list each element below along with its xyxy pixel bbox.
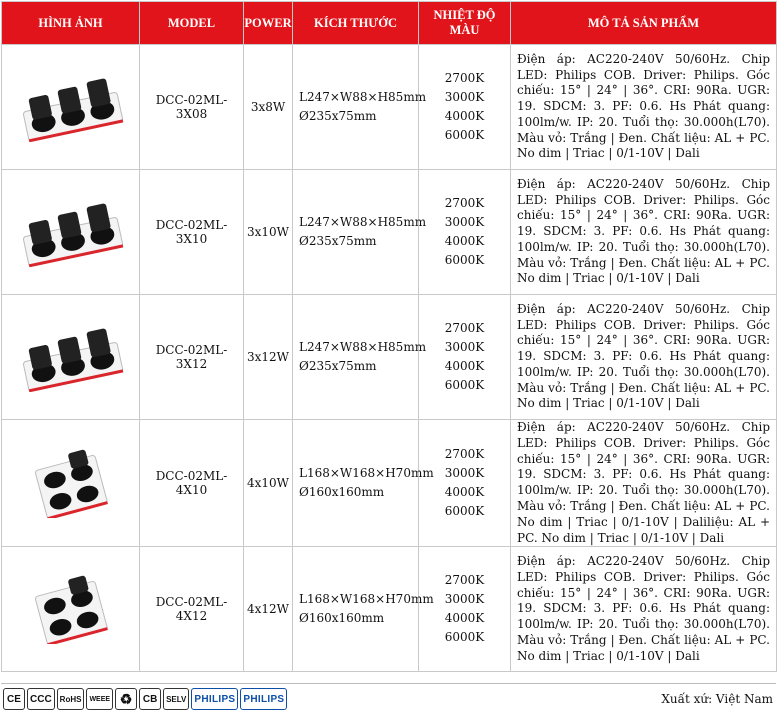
philips-logo: PHILIPS bbox=[240, 688, 287, 710]
size-cell bbox=[293, 45, 427, 170]
temp-value: 4000K bbox=[444, 109, 485, 123]
header-power: POWER bbox=[244, 2, 293, 45]
model-cell: DCC-02ML-4X12 bbox=[140, 547, 244, 672]
product-spec-table bbox=[1, 1, 777, 672]
ccc-mark-icon: CCC bbox=[27, 688, 55, 710]
quad-downlight-image bbox=[26, 448, 116, 518]
footer-divider bbox=[1, 683, 776, 684]
description-cell: Điện áp: AC220-240V 50/60Hz. Chip LED: Philips COB. Driver: Philips. Góc chiếu: 15° | 24° | 36°. CRI: 90Ra. UGR: 19. SDCM: 3. PF: 0.6. Hs Phát quang: 100lm/w. IP: 20. Tuổi thọ: 30.000h(L70). Màu vỏ: Trắng | Đen. Chất liệu: AL + PC. No dim | Triac | 0/1-10V | Dali bbox=[511, 295, 777, 420]
weee-bin-icon: WEEE bbox=[86, 688, 113, 710]
size-cell bbox=[293, 170, 427, 295]
certification-logos bbox=[3, 688, 287, 712]
table-row bbox=[2, 547, 777, 672]
size-cutout: Ø160x160mm bbox=[299, 485, 385, 500]
philips-logo: PHILIPS bbox=[191, 688, 238, 710]
temp-value: 2700K bbox=[444, 573, 485, 588]
table-row bbox=[2, 295, 777, 420]
power-cell: 3x8W bbox=[244, 45, 293, 170]
temp-value: 4000K bbox=[444, 611, 485, 626]
rohs-icon: RoHS bbox=[57, 688, 85, 710]
color-temp-cell bbox=[419, 547, 511, 672]
size-dimensions: L168×W168×H70mm bbox=[299, 466, 434, 481]
temp-value: 3000K bbox=[444, 90, 485, 104]
description-cell: Điện áp: AC220-240V 50/60Hz. Chip LED: Philips COB. Driver: Philips. Góc chiếu: 15° | 24° | 36°. CRI: 90Ra. UGR: 19. SDCM: 3. PF: 0.6. Hs Phát quang: 100lm/w. IP: 20. Tuổi thọ: 30.000h(L70). Màu vỏ: Trắng | Đen. Chất liệu: AL + PC. No dim | Triac | 0/1-10V | Dali bbox=[511, 547, 777, 672]
description-cell: Điện áp: AC220-240V 50/60Hz. Chip LED: Philips COB. Driver: Philips. Góc chiếu: 15° | 24° | 36°. CRI: 90Ra. UGR: 19. SDCM: 3. PF: 0.6. Hs Phát quang: 100lm/w. IP: 20. Tuổi thọ: 30.000h(L70). Màu vỏ: Trắng | Đen. Chất liệu: AL + PC. No dim | Triac | 0/1-10V | Daliliệu: AL + PC. No dim | Triac | 0/1-10V | Dali bbox=[511, 420, 777, 547]
temp-value: 3000K bbox=[444, 466, 485, 481]
size-cutout: Ø160x160mm bbox=[299, 611, 385, 626]
power-cell: 3x10W bbox=[244, 170, 293, 295]
model-cell: DCC-02ML-4X10 bbox=[140, 420, 244, 547]
temp-value: 2700K bbox=[444, 71, 485, 85]
footer bbox=[0, 680, 781, 727]
table-header-row bbox=[2, 2, 777, 45]
model-cell: DCC-02ML-3X10 bbox=[140, 170, 244, 295]
triple-downlight-image bbox=[16, 197, 126, 267]
quad-downlight-image bbox=[26, 574, 116, 644]
size-cell bbox=[293, 547, 434, 672]
product-image-cell bbox=[2, 420, 140, 547]
model-cell: DCC-02ML-3X08 bbox=[140, 45, 244, 170]
power-cell: 4x10W bbox=[244, 420, 293, 547]
size-cutout: Ø235x75mm bbox=[299, 109, 377, 123]
selv-icon: SELV bbox=[163, 688, 189, 710]
product-image-cell bbox=[2, 45, 140, 170]
color-temp-cell bbox=[419, 45, 511, 170]
table-row bbox=[2, 420, 777, 547]
temp-value: 6000K bbox=[444, 128, 485, 142]
size-cell bbox=[293, 295, 427, 420]
temp-value: 6000K bbox=[444, 630, 485, 645]
description-cell: Điện áp: AC220-240V 50/60Hz. Chip LED: Philips COB. Driver: Philips. Góc chiếu: 15° | 24° | 36°. CRI: 90Ra. UGR: 19. SDCM: 3. PF: 0.6. Hs Phát quang: 100lm/w. IP: 20. Tuổi thọ: 30.000h(L70). Màu vỏ: Trắng | Đen. Chất liệu: AL + PC. No dim | Triac | 0/1-10V | Dali bbox=[511, 45, 777, 170]
temp-value: 2700K bbox=[444, 321, 485, 335]
temp-value: 6000K bbox=[444, 378, 485, 392]
size-cutout: Ø235x75mm bbox=[299, 359, 377, 373]
power-cell: 4x12W bbox=[244, 547, 293, 672]
ce-mark-icon: CE bbox=[3, 688, 25, 710]
color-temp-cell bbox=[419, 170, 511, 295]
header-description: MÔ TẢ SẢN PHẨM bbox=[511, 2, 777, 45]
model-cell: DCC-02ML-3X12 bbox=[140, 295, 244, 420]
size-dimensions: L168×W168×H70mm bbox=[299, 592, 434, 607]
size-dimensions: L247×W88×H85mm bbox=[299, 340, 427, 354]
header-image: HÌNH ẢNH bbox=[2, 2, 140, 45]
size-cutout: Ø235x75mm bbox=[299, 234, 377, 248]
color-temp-cell bbox=[419, 295, 511, 420]
temp-value: 2700K bbox=[444, 196, 485, 210]
size-cell bbox=[293, 420, 434, 547]
temp-value: 4000K bbox=[444, 234, 485, 248]
table-row bbox=[2, 170, 777, 295]
color-temp-cell bbox=[419, 420, 511, 547]
header-size: KÍCH THƯỚC bbox=[293, 2, 419, 45]
temp-value: 3000K bbox=[444, 215, 485, 229]
temp-value: 2700K bbox=[444, 447, 485, 462]
header-model: MODEL bbox=[140, 2, 244, 45]
temp-value: 4000K bbox=[444, 485, 485, 500]
product-image-cell bbox=[2, 547, 140, 672]
size-dimensions: L247×W88×H85mm bbox=[299, 90, 427, 104]
table-row bbox=[2, 45, 777, 170]
power-cell: 3x12W bbox=[244, 295, 293, 420]
triple-downlight-image bbox=[16, 72, 126, 142]
temp-value: 4000K bbox=[444, 359, 485, 373]
cb-mark-icon: CB bbox=[139, 688, 161, 710]
size-dimensions: L247×W88×H85mm bbox=[299, 215, 427, 229]
origin-label: Xuất xứ: Việt Nam bbox=[661, 692, 773, 706]
description-cell: Điện áp: AC220-240V 50/60Hz. Chip LED: Philips COB. Driver: Philips. Góc chiếu: 15° | 24° | 36°. CRI: 90Ra. UGR: 19. SDCM: 3. PF: 0.6. Hs Phát quang: 100lm/w. IP: 20. Tuổi thọ: 30.000h(L70). Màu vỏ: Trắng | Đen. Chất liệu: AL + PC. No dim | Triac | 0/1-10V | Dali bbox=[511, 170, 777, 295]
header-color-temp: NHIỆT ĐỘ MÀU bbox=[419, 2, 511, 45]
product-image-cell bbox=[2, 295, 140, 420]
product-image-cell bbox=[2, 170, 140, 295]
temp-value: 3000K bbox=[444, 340, 485, 354]
temp-value: 6000K bbox=[444, 504, 485, 519]
recycle-icon: ♻ bbox=[115, 688, 137, 710]
temp-value: 3000K bbox=[444, 592, 485, 607]
temp-value: 6000K bbox=[444, 253, 485, 267]
triple-downlight-image bbox=[16, 322, 126, 392]
